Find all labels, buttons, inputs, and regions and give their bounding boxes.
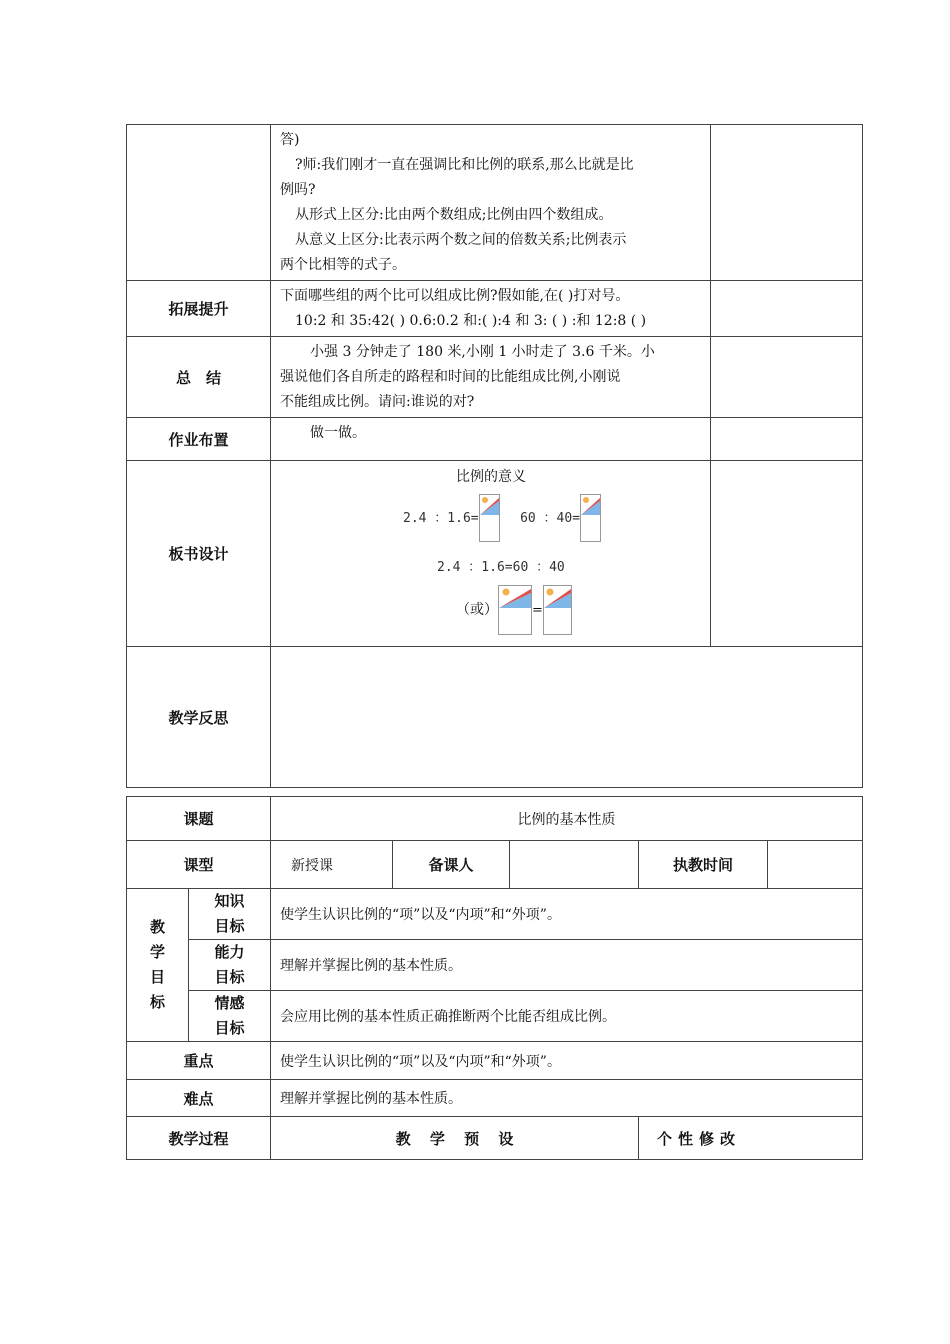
table-row [127, 647, 863, 788]
text-line: 小强 3 分钟走了 180 米,小刚 1 小时走了 3.6 千米。小 [310, 344, 655, 360]
summary-text [271, 337, 711, 418]
lesson-table-1 [126, 124, 863, 788]
preparer-label: 备课人 [393, 841, 510, 889]
equation-text: 60 ：40= [520, 511, 581, 526]
type-value: 新授课 [271, 841, 393, 889]
notes-cell [711, 418, 863, 461]
row-label-homework: 作业布置 [127, 418, 271, 461]
notes-cell [711, 281, 863, 337]
lesson-table-2 [126, 796, 863, 1160]
row-label-extension: 拓展提升 [127, 281, 271, 337]
preset-label: 教 学 预 设 [271, 1117, 639, 1160]
empty-label-cell [127, 125, 271, 281]
table-row [127, 991, 863, 1042]
table-row [127, 940, 863, 991]
goal-text-knowledge: 使学生认识比例的“项”以及“内项”和“外项”。 [271, 889, 863, 940]
text-line: 强说他们各自所走的路程和时间的比能组成比例,小刚说 [280, 369, 621, 385]
time-value [768, 841, 863, 889]
fraction-image-icon [580, 494, 601, 542]
discussion-text [271, 125, 711, 281]
goal-label-knowledge: 知识 目标 [189, 889, 271, 940]
or-label: （或） [456, 602, 498, 618]
notes-cell [711, 461, 863, 647]
text-line: ?师:我们刚才一直在强调比和比例的联系,那么比就是比 [295, 157, 634, 173]
extension-text [271, 281, 711, 337]
board-title: 比例的意义 [456, 469, 526, 485]
table-row [127, 418, 863, 461]
table-row [127, 461, 863, 647]
table-row [127, 337, 863, 418]
time-label: 执教时间 [639, 841, 768, 889]
equation-text: 2.4 ：1.6= [403, 511, 479, 526]
text-line: 两个比相等的式子。 [280, 257, 406, 273]
table-row [127, 1117, 863, 1160]
fraction-image-icon [543, 585, 572, 635]
fraction-image-icon [498, 585, 532, 635]
table-row [127, 797, 863, 841]
text-line: 例吗? [280, 182, 316, 198]
notes-cell [711, 125, 863, 281]
homework-text [271, 418, 711, 461]
type-label: 课型 [127, 841, 271, 889]
equation-line-1 [403, 494, 601, 542]
topic-value: 比例的基本性质 [271, 797, 863, 841]
text-line: 答) [280, 132, 300, 148]
goal-text-emotion: 会应用比例的基本性质正确推断两个比能否组成比例。 [271, 991, 863, 1042]
text-line: 从意义上区分:比表示两个数之间的倍数关系;比例表示 [295, 232, 627, 248]
goal-text-ability: 理解并掌握比例的基本性质。 [271, 940, 863, 991]
table-row [127, 889, 863, 940]
equation-line-3 [456, 585, 572, 635]
text-line: 10:2 和 35:42( ) 0.6:0.2 和:( ):4 和 3: ( ) :和 12:8 ( ) [295, 313, 647, 329]
goal-label-ability: 能力 目标 [189, 940, 271, 991]
equation-line-2: 2.4 ：1.6=60 ：40 [437, 560, 565, 575]
process-label: 教学过程 [127, 1117, 271, 1160]
difficult-label: 难点 [127, 1080, 271, 1117]
key-value: 使学生认识比例的“项”以及“内项”和“外项”。 [271, 1042, 863, 1080]
goal-label-emotion: 情感 目标 [189, 991, 271, 1042]
row-label-board-design: 板书设计 [127, 461, 271, 647]
notes-cell [711, 337, 863, 418]
goals-label: 教 学 目 标 [127, 889, 189, 1042]
table-row [127, 281, 863, 337]
difficult-value: 理解并掌握比例的基本性质。 [271, 1080, 863, 1117]
table-row [127, 841, 863, 889]
table-row [127, 125, 863, 281]
modify-label: 个性修改 [639, 1117, 863, 1160]
fraction-image-icon [479, 494, 500, 542]
table-row [127, 1080, 863, 1117]
key-label: 重点 [127, 1042, 271, 1080]
row-label-reflection: 教学反思 [127, 647, 271, 788]
preparer-value [510, 841, 639, 889]
board-design-cell [271, 461, 711, 647]
text-line: 下面哪些组的两个比可以组成比例?假如能,在( )打对号。 [280, 288, 630, 304]
topic-label: 课题 [127, 797, 271, 841]
text-line: 从形式上区分:比由两个数组成;比例由四个数组成。 [295, 207, 613, 223]
row-label-summary: 总 结 [127, 337, 271, 418]
reflection-cell [271, 647, 863, 788]
text-line: 做一做。 [310, 425, 366, 441]
table-row [127, 1042, 863, 1080]
text-line: 不能组成比例。请问:谁说的对? [280, 394, 475, 410]
equals-sign: = [532, 603, 543, 618]
